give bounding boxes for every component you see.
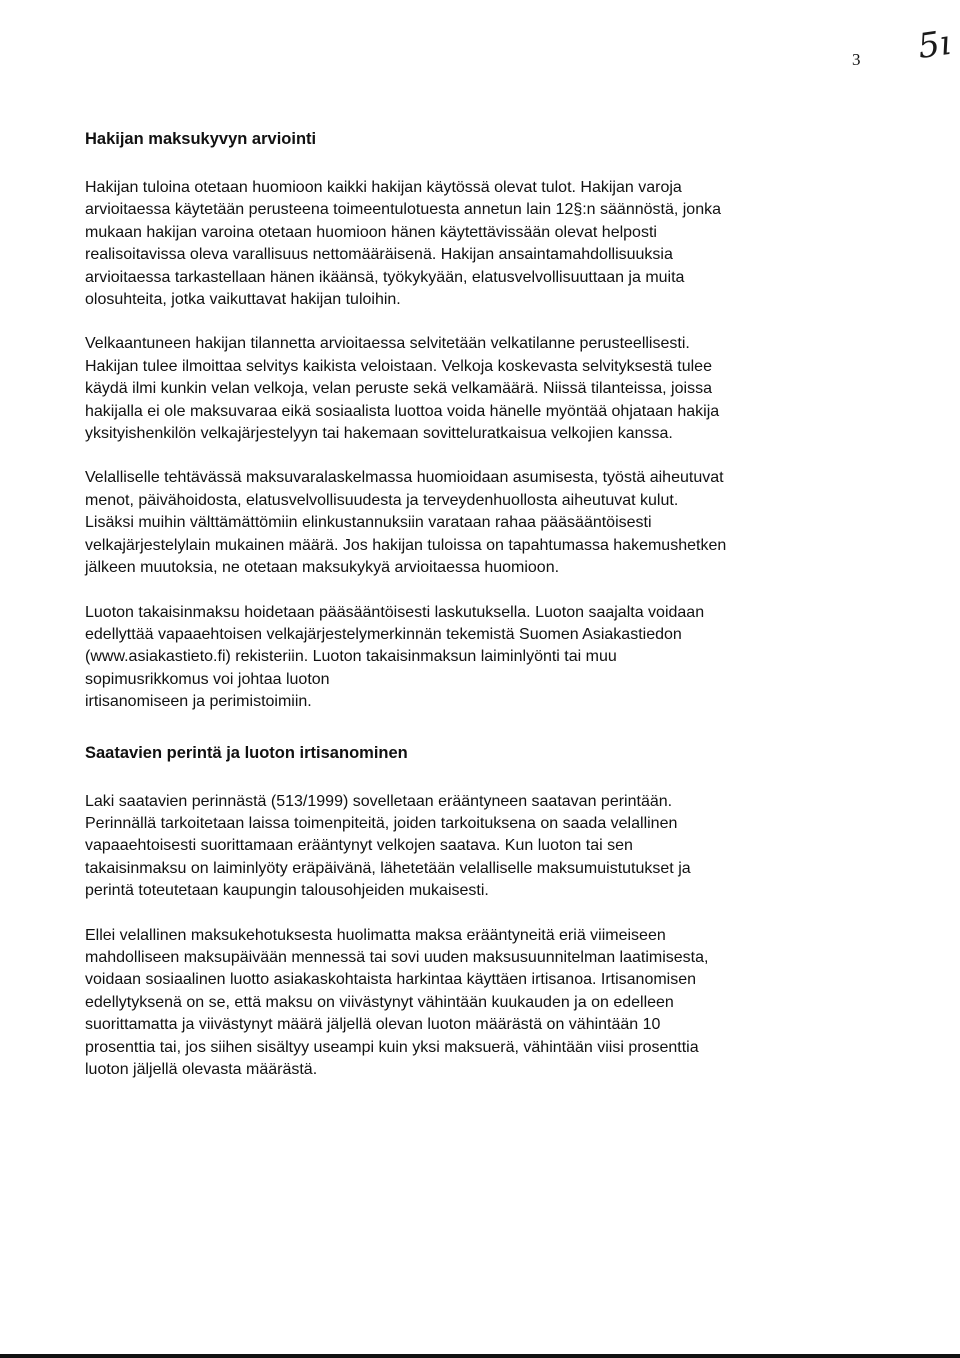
paragraph-loan-repayment: Luoton takaisinmaksu hoidetaan pääsääntöisesti laskutuksella. Luoton saajalta voidaan edellyttää vapaaehtoisen velkajärjestelymerkinnän tekemistä Suomen Asiakastiedon (www.asiakastieto.fi) rekisteriin. Luoton takaisinmaksun laiminlyönti tai muu sopimusrikkomus voi johtaa luoton irtisanomiseen ja perimistoimiin. (85, 603, 705, 711)
document-body (85, 128, 885, 1081)
handwritten-page-mark: 5ı (915, 22, 954, 68)
paragraph-collection-law: Laki saatavien perinnästä (513/1999) sovelletaan erääntyneen saatavan perintään. Perinnällä tarkoitetaan laissa toimenpiteitä, joiden tarkoituksena on saada velallinen vapaaehtoisesti suorittamaan erääntynyt velkojen saatava. Kun luoton tai sen takaisinmaksu on laiminlyöty eräpäivänä, lähetetään velalliselle maksumuistutukset ja perintä toteutetaan kaupungin talousohjeiden mukaisesti. (85, 792, 691, 900)
paragraph-payment-calculation: Velalliselle tehtävässä maksuvaralaskelmassa huomioidaan asumisesta, työstä aiheutuvat menot, päivähoidosta, elatusvelvollisuudesta ja terveydenhuollosta aiheutuvat kulut. Lisäksi muihin välttämättömiin elinkustannuksiin varataan rahaa pääsääntöisesti velkajärjestelylain mukainen määrä. Jos hakijan tuloissa on tapahtumassa hakemushetken jälkeen muutoksia, ne otetaan maksukykyä arvioitaessa huomioon. (85, 469, 727, 577)
page-number: 3 (852, 50, 861, 69)
paragraph-income-assessment: Hakijan tuloina otetaan huomioon kaikki hakijan käytössä olevat tulot. Hakijan varoja arvioitaessa käytetään perusteena toimeentulotuesta annetun lain 12§:n säännöstä, jonka mukaan hakijan varoina otetaan huomioon hänen käytettävissään olevat helposti realisoitavissa oleva varallisuus nettomääräisenä. Hakijan ansaintamahdollisuuksia arvioitaessa tarkastellaan hänen ikäänsä, työkykyään, elatusvelvollisuuttaan ja muita olosuhteita, jotka vaikuttavat hakijan tuloihin. (85, 179, 721, 309)
paragraph-debt-situation: Velkaantuneen hakijan tilannetta arvioitaessa selvitetään velkatilanne perusteellisesti. Hakijan tulee ilmoittaa selvitys kaikista veloistaan. Velkoja koskevasta selvityksestä tulee käydä ilmi kunkin velan velkoja, velan peruste sekä velkamäärä. Niissä tilanteissa, joissa hakijalla ei ole maksuvaraa eikä sosiaalista luottoa voida hänelle myöntää ohjataan hakija yksityishenkilön velkajärjestelyyn tai hakemaan sovitteluratkaisua velkojien kanssa. (85, 335, 720, 443)
section-heading-payment-ability: Hakijan maksukyvyn arviointi (85, 130, 317, 148)
paragraph-loan-termination: Ellei velallinen maksukehotuksesta huolimatta maksa erääntyneitä eriä viimeiseen mahdolliseen maksupäivään mennessä tai sovi uuden maksusuunnitelman laatimisesta, voidaan sosiaalinen luotto asiakaskohtaista harkintaa käyttäen irtisanoa. Irtisanomisen edellytyksenä on se, että maksu on viivästynyt vähintään kuukauden ja on edelleen suorittamatta ja viivästynyt määrä jäljellä olevan luoton määrästä on vähintään 10 prosenttia tai, jos siihen sisältyy useampi kuin yksi maksuerä, vähintään viisi prosenttia luoton jäljellä olevasta määrästä. (85, 926, 709, 1078)
scan-bottom-edge (0, 1354, 960, 1358)
section-heading-debt-collection: Saatavien perintä ja luoton irtisanominen (85, 743, 408, 762)
